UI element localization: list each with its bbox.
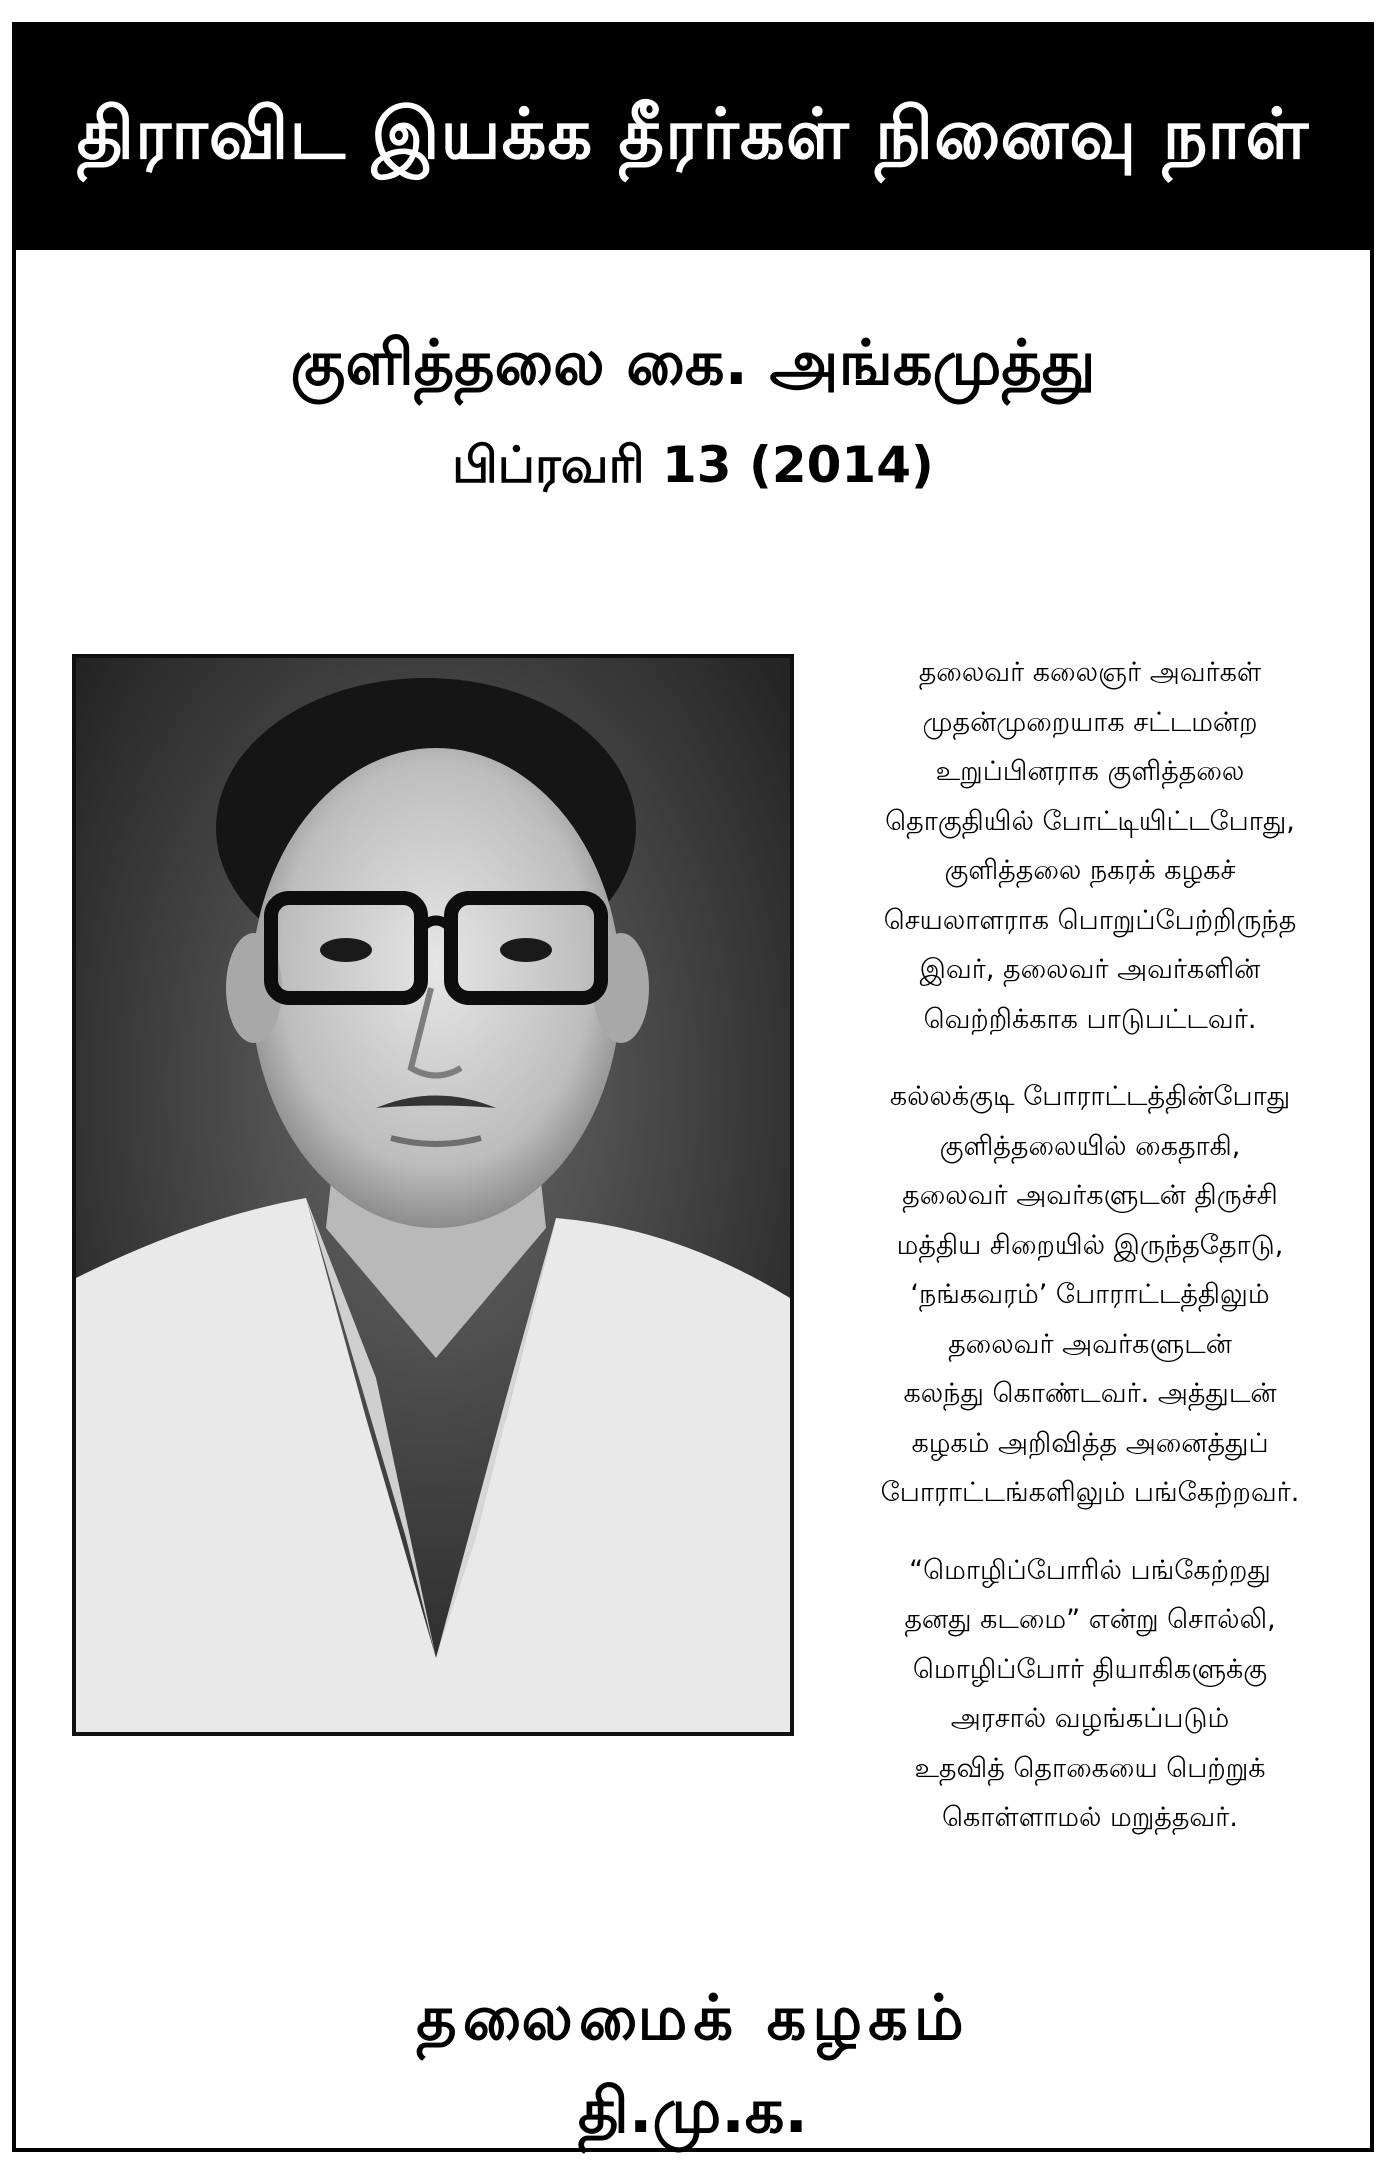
- footer-organization: தலைமைக் கழகம்: [416, 1981, 970, 2054]
- bio-line: உதவித் தொகையை பெற்றுக்: [914, 1752, 1266, 1784]
- bio-line: தலைவர் அவர்களுடன்: [948, 1328, 1232, 1360]
- bio-line: மத்திய சிறையில் இருந்ததோடு,: [896, 1229, 1284, 1261]
- bio-paragraph-3: [816, 1546, 1364, 1843]
- header-title: திராவிட இயக்க தீரர்கள் நினைவு நாள்: [76, 92, 1310, 175]
- bio-line: குளித்தலையில் கைதாகி,: [939, 1130, 1241, 1162]
- footer-party: தி.மு.க.: [578, 2074, 808, 2147]
- bio-line: கழகம் அறிவித்த அனைத்துப்: [911, 1427, 1269, 1459]
- portrait-photo: [72, 654, 794, 1736]
- biography-text: [816, 648, 1364, 1871]
- bio-line: தனது கடமை” என்று சொல்லி,: [904, 1604, 1276, 1635]
- bio-line: கல்லக்குடி போராட்டத்தின்போது: [889, 1081, 1291, 1112]
- bio-line: தலைவர் அவர்களுடன் திருச்சி: [902, 1180, 1278, 1211]
- bio-line: கொள்ளாமல் மறுத்தவர்.: [942, 1802, 1238, 1833]
- bio-line: செயலாளராக பொறுப்பேற்றிருந்த: [883, 904, 1297, 936]
- bio-line: போராட்டங்களிலும் பங்கேற்றவர்.: [880, 1477, 1300, 1508]
- bio-paragraph-2: [816, 1072, 1364, 1518]
- bio-line: மொழிப்போர் தியாகிகளுக்கு: [912, 1653, 1268, 1685]
- bio-line: இவர், தலைவர் அவர்களின்: [919, 954, 1261, 985]
- notice-frame: [12, 22, 1374, 2152]
- bio-line: வெற்றிக்காக பாடுபட்டவர்.: [923, 1003, 1257, 1035]
- bio-line: தலைவர் கலைஞர் அவர்கள்: [918, 657, 1262, 688]
- bio-line: முதன்முறையாக சட்டமன்ற: [922, 706, 1258, 738]
- portrait-illustration: [76, 658, 790, 1732]
- memorial-date: பிப்ரவரி 13 (2014): [452, 436, 934, 494]
- person-name: குளித்தலை கை. அங்கமுத்து: [290, 326, 1096, 399]
- header-banner: [16, 26, 1370, 250]
- bio-line: அரசால் வழங்கப்படும்: [950, 1703, 1230, 1734]
- bio-line: ‘நங்கவரம்’ போராட்டத்திலும்: [910, 1279, 1270, 1310]
- bio-line: உறுப்பினராக குளித்தலை: [935, 756, 1245, 787]
- bio-paragraph-1: [816, 648, 1364, 1044]
- bio-line: குளித்தலை நகரக் கழகச்: [944, 855, 1236, 886]
- bio-line: கலந்து கொண்டவர். அத்துடன்: [903, 1378, 1277, 1409]
- bio-line: தொகுதியில் போட்டியிட்டபோது,: [885, 805, 1295, 837]
- bio-line: “மொழிப்போரில் பங்கேற்றது: [909, 1554, 1271, 1586]
